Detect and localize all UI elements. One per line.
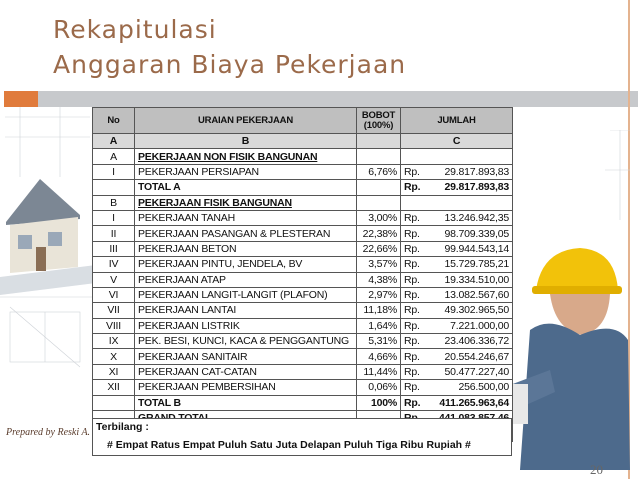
table-row: [93, 149, 513, 164]
row-currency: Rp.: [401, 364, 428, 379]
row-description: PEKERJAAN LANTAI: [135, 303, 357, 318]
row-amount: 19.334.510,00: [428, 272, 513, 287]
table-row: [93, 349, 513, 364]
row-no: B: [93, 195, 135, 210]
row-weight: [357, 180, 401, 195]
row-no: III: [93, 241, 135, 256]
row-no: V: [93, 272, 135, 287]
budget-recap-table: [92, 107, 513, 442]
title-line-1: Rekapitulasi: [53, 15, 217, 44]
engineer-illustration: [510, 130, 630, 470]
row-no: XII: [93, 380, 135, 395]
row-amount: 7.221.000,00: [428, 318, 513, 333]
row-currency: Rp.: [401, 287, 428, 302]
page-number: 20: [590, 462, 603, 477]
terbilang-box: [92, 418, 512, 456]
header-jumlah: JUMLAH: [401, 108, 513, 134]
row-weight: 4,38%: [357, 272, 401, 287]
row-description: PEKERJAAN CAT-CATAN: [135, 364, 357, 379]
row-currency: [401, 195, 428, 210]
row-amount: 256.500,00: [428, 380, 513, 395]
budget-table-container: [92, 107, 512, 456]
row-currency: Rp.: [401, 395, 428, 410]
subheader-uraian: B: [135, 134, 357, 149]
terbilang-text: # Empat Ratus Empat Puluh Satu Juta Delapan Puluh Tiga Ribu Rupiah #: [107, 439, 471, 451]
table-row: [93, 257, 513, 272]
subheader-bobot: [357, 134, 401, 149]
row-amount: 99.944.543,14: [428, 241, 513, 256]
row-no: VIII: [93, 318, 135, 333]
row-description: PEKERJAAN ATAP: [135, 272, 357, 287]
row-amount: 23.406.336,72: [428, 334, 513, 349]
row-currency: [401, 149, 428, 164]
row-currency: Rp.: [401, 318, 428, 333]
row-amount: 29.817.893,83: [428, 180, 513, 195]
row-description: PEKERJAAN PINTU, JENDELA, BV: [135, 257, 357, 272]
row-currency: Rp.: [401, 257, 428, 272]
row-description: PEKERJAAN BETON: [135, 241, 357, 256]
row-no: [93, 180, 135, 195]
row-weight: 2,97%: [357, 287, 401, 302]
row-currency: Rp.: [401, 241, 428, 256]
row-amount: 20.554.246,67: [428, 349, 513, 364]
table-subheader-row: [93, 134, 513, 149]
table-row: [93, 180, 513, 195]
row-description: PEKERJAAN NON FISIK BANGUNAN: [135, 149, 357, 164]
row-description: PEKERJAAN PASANGAN & PLESTERAN: [135, 226, 357, 241]
table-row: [93, 241, 513, 256]
row-currency: Rp.: [401, 180, 428, 195]
subheader-jumlah: C: [401, 134, 513, 149]
row-weight: [357, 149, 401, 164]
title-line-2: Anggaran Biaya Pekerjaan: [53, 50, 407, 79]
row-amount: 98.709.339,05: [428, 226, 513, 241]
row-no: IV: [93, 257, 135, 272]
table-row: [93, 164, 513, 179]
row-currency: Rp.: [401, 226, 428, 241]
table-row: [93, 272, 513, 287]
row-amount: 49.302.965,50: [428, 303, 513, 318]
row-no: A: [93, 149, 135, 164]
table-row: [93, 334, 513, 349]
row-amount: [428, 149, 513, 164]
row-currency: Rp.: [401, 303, 428, 318]
table-row: [93, 287, 513, 302]
row-weight: 6,76%: [357, 164, 401, 179]
header-bobot: BOBOT (100%): [357, 108, 401, 134]
row-currency: Rp.: [401, 349, 428, 364]
row-description: PEKERJAAN LANGIT-LANGIT (PLAFON): [135, 287, 357, 302]
row-currency: Rp.: [401, 334, 428, 349]
row-no: X: [93, 349, 135, 364]
row-description: TOTAL B: [135, 395, 357, 410]
row-weight: 4,66%: [357, 349, 401, 364]
table-row: [93, 226, 513, 241]
row-amount: 29.817.893,83: [428, 164, 513, 179]
table-row: [93, 395, 513, 410]
house-sketch-illustration: [0, 107, 96, 437]
row-no: I: [93, 210, 135, 225]
row-no: VI: [93, 287, 135, 302]
row-weight: 0,06%: [357, 380, 401, 395]
table-row: [93, 195, 513, 210]
row-weight: 3,57%: [357, 257, 401, 272]
row-weight: 22,38%: [357, 226, 401, 241]
header-uraian: URAIAN PEKERJAAN: [135, 108, 357, 134]
row-weight: 3,00%: [357, 210, 401, 225]
prepared-by-caption: Prepared by Reski A.: [6, 427, 91, 438]
row-currency: Rp.: [401, 380, 428, 395]
row-description: PEKERJAAN LISTRIK: [135, 318, 357, 333]
row-weight: 5,31%: [357, 334, 401, 349]
row-amount: 13.082.567,60: [428, 287, 513, 302]
row-amount: 411.265.963,64: [428, 395, 513, 410]
table-row: [93, 380, 513, 395]
slide-title: [53, 12, 613, 82]
row-weight: 100%: [357, 395, 401, 410]
row-no: I: [93, 164, 135, 179]
row-description: PEKERJAAN SANITAIR: [135, 349, 357, 364]
accent-square: [4, 91, 38, 107]
row-amount: 15.729.785,21: [428, 257, 513, 272]
row-currency: Rp.: [401, 210, 428, 225]
row-currency: Rp.: [401, 272, 428, 287]
row-no: VII: [93, 303, 135, 318]
row-currency: Rp.: [401, 164, 428, 179]
table-row: [93, 210, 513, 225]
table-row: [93, 303, 513, 318]
header-no: No: [93, 108, 135, 134]
row-description: PEKERJAAN FISIK BANGUNAN: [135, 195, 357, 210]
row-weight: 11,18%: [357, 303, 401, 318]
terbilang-label: Terbilang :: [96, 421, 149, 433]
row-no: XI: [93, 364, 135, 379]
table-header-row: [93, 108, 513, 134]
row-no: II: [93, 226, 135, 241]
table-body: [93, 149, 513, 441]
row-no: IX: [93, 334, 135, 349]
row-weight: 1,64%: [357, 318, 401, 333]
row-description: PEKERJAAN TANAH: [135, 210, 357, 225]
title-divider: [38, 91, 638, 107]
row-weight: [357, 195, 401, 210]
table-row: [93, 318, 513, 333]
row-weight: 22,66%: [357, 241, 401, 256]
row-description: PEKERJAAN PEMBERSIHAN: [135, 380, 357, 395]
row-amount: 13.246.942,35: [428, 210, 513, 225]
subheader-no: A: [93, 134, 135, 149]
row-weight: 11,44%: [357, 364, 401, 379]
row-no: [93, 395, 135, 410]
row-description: PEKERJAAN PERSIAPAN: [135, 164, 357, 179]
table-row: [93, 364, 513, 379]
row-amount: 50.477.227,40: [428, 364, 513, 379]
row-description: TOTAL A: [135, 180, 357, 195]
row-amount: [428, 195, 513, 210]
row-description: PEK. BESI, KUNCI, KACA & PENGGANTUNG: [135, 334, 357, 349]
